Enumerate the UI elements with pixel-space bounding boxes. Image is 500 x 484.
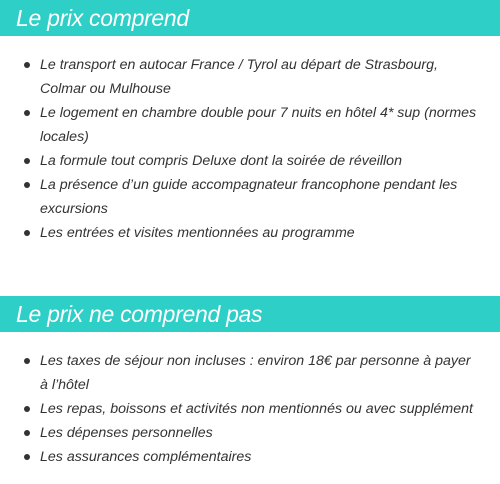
list-item-text: La présence d’un guide accompagnateur francophone pendant les excursions bbox=[40, 177, 458, 217]
list-item-text: Le logement en chambre double pour 7 nuits en hôtel 4* sup (normes locales) bbox=[40, 105, 477, 145]
price-excludes-title: Le prix ne comprend pas bbox=[16, 300, 263, 327]
price-includes-title: Le prix comprend bbox=[16, 4, 189, 31]
list-item-text: Les repas, boissons et activités non mentionnés ou avec supplément bbox=[40, 401, 473, 417]
list-item-text: Les assurances complémentaires bbox=[40, 449, 252, 465]
list-item bbox=[0, 349, 500, 397]
list-item bbox=[0, 445, 500, 469]
list-item bbox=[0, 149, 500, 173]
bullet-icon bbox=[24, 158, 30, 164]
list-item bbox=[0, 173, 500, 221]
list-item-text: Les dépenses personnelles bbox=[40, 425, 213, 441]
bullet-icon bbox=[24, 110, 30, 116]
list-item-text: La formule tout compris Deluxe dont la soirée de réveillon bbox=[40, 153, 402, 169]
list-item bbox=[0, 221, 500, 245]
bullet-icon bbox=[24, 230, 30, 236]
list-item bbox=[0, 397, 500, 421]
price-includes-list bbox=[0, 53, 500, 245]
price-excludes-list bbox=[0, 349, 500, 469]
price-excludes-header bbox=[0, 296, 500, 332]
bullet-icon bbox=[24, 182, 30, 188]
bullet-icon bbox=[24, 430, 30, 436]
list-item-text: Les taxes de séjour non incluses : environ 18€ par personne à payer à l’hôtel bbox=[40, 353, 471, 393]
list-item bbox=[0, 101, 500, 149]
list-item bbox=[0, 53, 500, 101]
price-excludes-section bbox=[0, 296, 500, 469]
bullet-icon bbox=[24, 62, 30, 68]
list-item-text: Les entrées et visites mentionnées au programme bbox=[40, 225, 355, 241]
bullet-icon bbox=[24, 406, 30, 412]
list-item bbox=[0, 421, 500, 445]
bullet-icon bbox=[24, 454, 30, 460]
price-includes-header bbox=[0, 0, 500, 36]
bullet-icon bbox=[24, 358, 30, 364]
list-item-text: Le transport en autocar France / Tyrol au départ de Strasbourg, Colmar ou Mulhouse bbox=[40, 57, 438, 97]
